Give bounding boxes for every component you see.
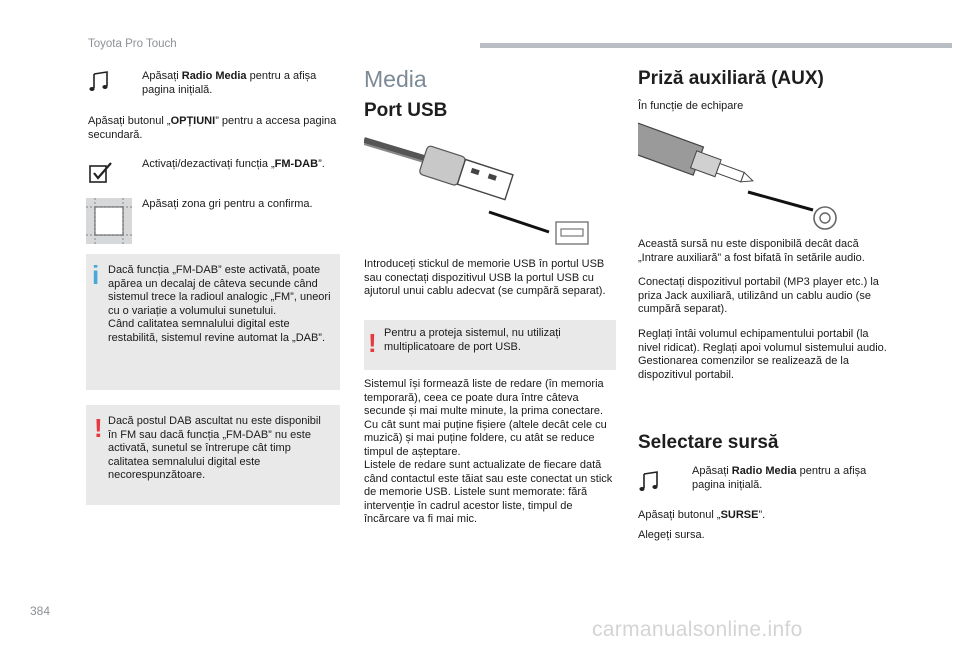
usb-warning-box <box>364 320 616 370</box>
source-p6: Alegeți sursa. <box>638 529 705 541</box>
aux-p2: Conectați dispozitivul portabil (MP3 player etc.) la priza Jack auxiliară, utilizând un cablu audio (se cumpără separat). <box>638 276 879 315</box>
warning-icon: ! <box>94 413 103 443</box>
header-title: Toyota Pro Touch <box>88 38 177 50</box>
usb-p1: Introduceți stickul de memorie USB în portul USB sau conectați dispozitivul USB la portul USB cu ajutorul unui cablu adecvat (se cumpără separat). <box>364 258 606 297</box>
source-p5: Apăsați butonul „SURSE”. <box>638 509 766 521</box>
warning-text: Dacă postul DAB ascultat nu este disponibil în FM sau dacă funcția „FM-DAB” nu este activată, sunetul se întrerupe cât timp calitatea semnalului digital este necorespunzătoare. <box>108 415 321 481</box>
aux-p1: Această sursă nu este disponibilă decât dacă „Intrare auxiliară” a fost bifată în setările audio. <box>638 238 865 264</box>
usb-connector-icon <box>364 130 594 248</box>
info-box <box>86 254 340 390</box>
usb-p2: Sistemul își formează liste de redare (în memoria temporară), ceea ce poate dura între câteva secunde și mai multe minute, la prima conectare. Cu cât sunt mai puține fișiere (altele decât cele cu muzică) și mai puține foldere, cu atât se reduce timpul de așteptare. Listele de redare sunt actualizate de fiecare dată când contactul este tăiat sau este conectat un stick de memorie USB. Listele sunt memorate: fără intervenție în cadrul acestor liste, timpul de încărcare va fi mai mic. <box>364 378 613 525</box>
aux-p0: În funcție de echipare <box>638 100 744 112</box>
checkbox-icon <box>88 160 114 186</box>
watermark: carmanualsonline.info <box>592 618 803 641</box>
col1-p3: Activați/dezactivați funcția „FM-DAB”. <box>142 158 325 170</box>
usb-warning-text: Pentru a proteja sistemul, nu utilizați multiplicatoare de port USB. <box>384 327 561 353</box>
aux-title: Priză auxiliară (AUX) <box>638 68 824 89</box>
music-note-icon <box>638 470 662 494</box>
usb-warning-icon: ! <box>368 328 377 358</box>
page-number: 384 <box>30 604 51 618</box>
col1-p1: Apăsați Radio Media pentru a afișa pagina inițială. <box>142 70 317 96</box>
grey-zone-icon <box>86 198 132 244</box>
aux-p3: Reglați întâi volumul echipamentului portabil (la nivel ridicat). Reglați apoi volumul sistemului audio. Gestionarea comenzilor se realizează de la dispozitivul portabil. <box>638 328 887 381</box>
header-bar <box>480 43 952 48</box>
info-icon: i <box>92 260 100 290</box>
source-p4: Apăsați Radio Media pentru a afișa pagina inițială. <box>692 465 867 491</box>
col1-p2: Apăsați butonul „OPȚIUNI” pentru a accesa pagina secundară. <box>88 115 337 141</box>
source-title: Selectare sursă <box>638 432 779 453</box>
info-text: Dacă funcția „FM-DAB” este activată, poate apărea un decalaj de câteva secunde când sistemul trece la radioul analogic „FM”, uneori cu o variație a volumului sunetului. Când calitatea semnalului digital este restabilită, sistemul revine automat la „DAB”. <box>108 264 331 344</box>
col1-p4: Apăsați zona gri pentru a confirma. <box>142 198 313 210</box>
section-title: Media <box>364 66 427 92</box>
usb-title: Port USB <box>364 100 448 121</box>
jack-connector-icon <box>638 122 868 232</box>
music-note-icon <box>88 70 112 94</box>
warning-box <box>86 405 340 505</box>
